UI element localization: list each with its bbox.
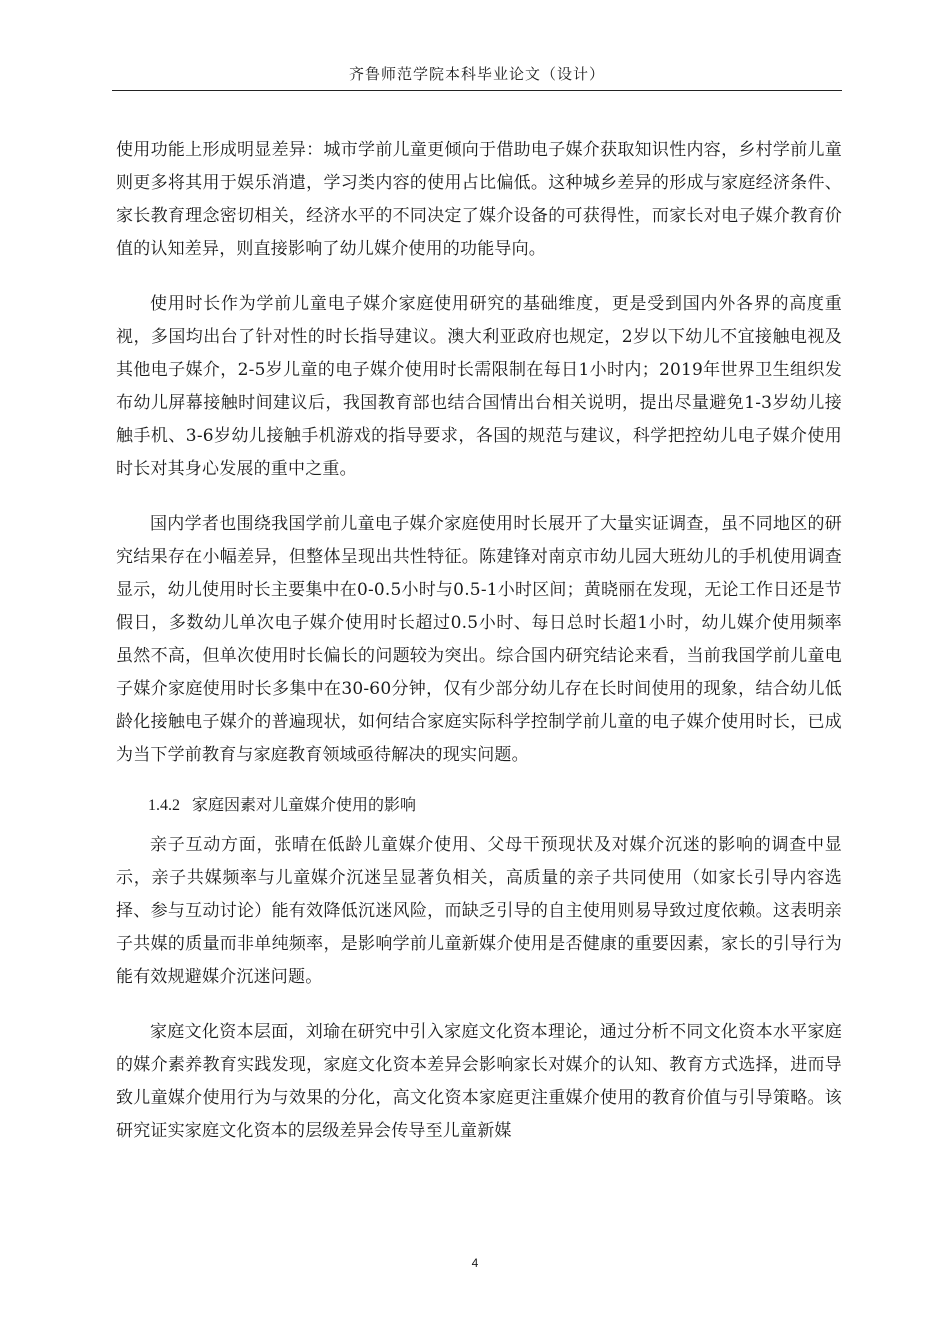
section-number: 1.4.2 <box>148 797 180 814</box>
page-header <box>112 62 842 91</box>
paragraph-usage-duration: 使用时长作为学前儿童电子媒介家庭使用研究的基础维度，更是受到国内外各界的高度重视，多国均出台了针对性的时长指导建议。澳大利亚政府也规定，2岁以下幼儿不宜接触电视及其他电子媒介，2-5岁儿童的电子媒介使用时长需限制在每日1小时内；2019年世界卫生组织发布幼儿屏幕接触时间建议后，我国教育部也结合国情出台相关说明，提出尽量避免1-3岁幼儿接触手机、3-6岁幼儿接触手机游戏的指导要求，各国的规范与建议，科学把控幼儿电子媒介使用时长对其身心发展的重中之重。 <box>116 294 842 479</box>
page-number: 4 <box>471 1256 479 1270</box>
paragraph-family-cultural-capital: 家庭文化资本层面，刘瑜在研究中引入家庭文化资本理论，通过分析不同文化资本水平家庭的媒介素养教育实践发现，家庭文化资本差异会影响家长对媒介的认知、教育方式选择，进而导致儿童媒介使用行为与效果的分化，高文化资本家庭更注重媒介使用的教育价值与引导策略。该研究证实家庭文化资本的层级差异会传导至儿童新媒 <box>116 1022 842 1141</box>
section-title: 家庭因素对儿童媒介使用的影响 <box>192 795 417 814</box>
header-title: 齐鲁师范学院本科毕业论文（设计） <box>348 65 605 83</box>
paragraph-parent-child-interaction: 亲子互动方面，张晴在低龄儿童媒介使用、父母干预现状及对媒介沉迷的影响的调查中显示，亲子共媒频率与儿童媒介沉迷呈显著负相关，高质量的亲子共同使用（如家长引导内容选择、参与互动讨论）能有效降低沉迷风险，而缺乏引导的自主使用则易导致过度依赖。这表明亲子共媒的质量而非单纯频率，是影响学前儿童新媒介使用是否健康的重要因素，家长的引导行为能有效规避媒介沉迷问题。 <box>116 835 842 987</box>
section-heading <box>116 790 842 821</box>
paragraph-domestic-research: 国内学者也围绕我国学前儿童电子媒介家庭使用时长展开了大量实证调查，虽不同地区的研究结果存在小幅差异，但整体呈现出共性特征。陈建锋对南京市幼儿园大班幼儿的手机使用调查显示，幼儿使用时长主要集中在0-0.5小时与0.5-1小时区间；黄晓丽在发现，无论工作日还是节假日，多数幼儿单次电子媒介使用时长超过0.5小时、每日总时长超1小时，幼儿媒介使用频率虽然不高，但单次使用时长偏长的问题较为突出。综合国内研究结论来看，当前我国学前儿童电子媒介家庭使用时长多集中在30-60分钟，仅有少部分幼儿存在长时间使用的现象，结合幼儿低龄化接触电子媒介的普遍现状，如何结合家庭实际科学控制学前儿童的电子媒介使用时长，已成为当下学前教育与家庭教育领域亟待解决的现实问题。 <box>116 514 842 765</box>
paragraph-continued: 使用功能上形成明显差异：城市学前儿童更倾向于借助电子媒介获取知识性内容，乡村学前儿童则更多将其用于娱乐消遣，学习类内容的使用占比偏低。这种城乡差异的形成与家庭经济条件、家长教育理念密切相关，经济水平的不同决定了媒介设备的可获得性，而家长对电子媒介教育价值的认知差异，则直接影响了幼儿媒介使用的功能导向。 <box>116 140 842 259</box>
document-body <box>116 134 842 1148</box>
